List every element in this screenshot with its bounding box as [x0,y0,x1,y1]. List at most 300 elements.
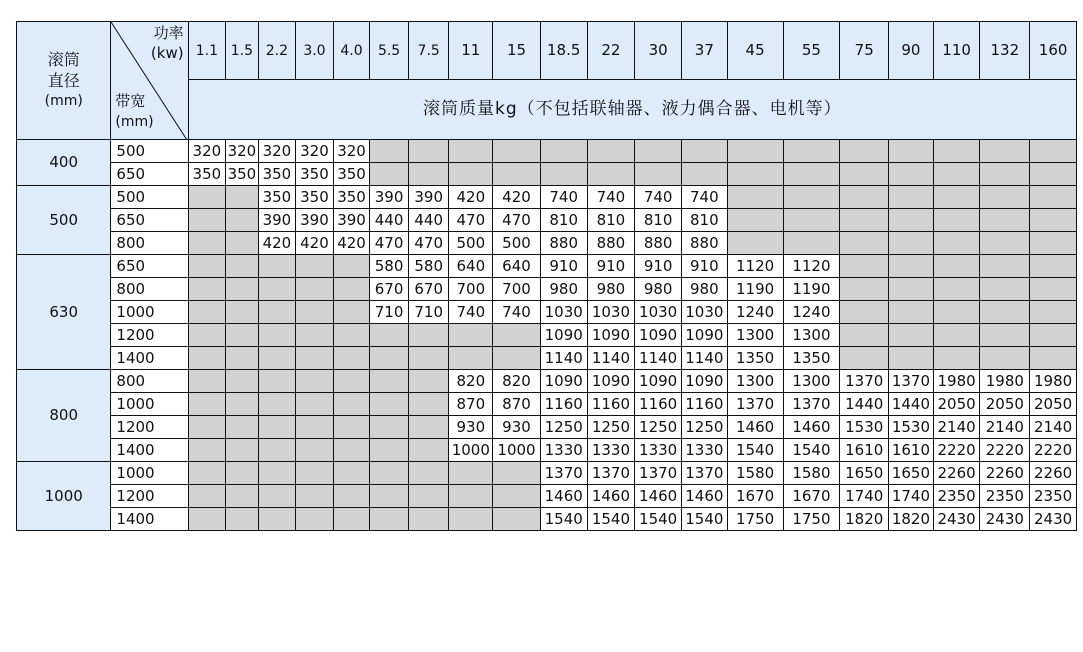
mass-value-cell: 1120 [783,255,840,278]
empty-value-cell [1030,232,1077,255]
header-row-powers [17,22,1077,80]
mass-value-cell: 980 [540,278,587,301]
empty-value-cell [226,508,258,531]
mass-value-cell: 1980 [1030,370,1077,393]
belt-width-cell: 1000 [111,393,188,416]
power-header-cell: 90 [889,22,934,80]
empty-value-cell [333,324,370,347]
mass-value-cell: 810 [587,209,635,232]
mass-value-cell: 1250 [540,416,587,439]
empty-value-cell [333,370,370,393]
empty-value-cell [840,278,889,301]
empty-value-cell [933,324,980,347]
empty-value-cell [188,508,226,531]
mass-value-cell: 870 [493,393,541,416]
mass-value-cell: 1750 [727,508,783,531]
mass-value-cell: 2260 [1030,462,1077,485]
mass-value-cell: 2430 [980,508,1030,531]
empty-value-cell [449,324,493,347]
belt-width-cell: 800 [111,278,188,301]
mass-value-cell: 1530 [840,416,889,439]
mass-value-cell: 1000 [493,439,541,462]
mass-value-cell: 1580 [783,462,840,485]
mass-value-cell: 1980 [933,370,980,393]
table-row [17,462,1077,485]
empty-value-cell [408,140,449,163]
empty-value-cell [296,508,334,531]
mass-value-cell: 1140 [540,347,587,370]
mass-value-cell: 500 [493,232,541,255]
belt-width-cell: 800 [111,370,188,393]
mass-value-cell: 440 [370,209,409,232]
mass-value-cell: 820 [449,370,493,393]
empty-value-cell [980,209,1030,232]
table-row [17,186,1077,209]
empty-value-cell [370,347,409,370]
empty-value-cell [296,393,334,416]
mass-value-cell: 1140 [681,347,727,370]
power-header-cell: 1.5 [226,22,258,80]
empty-value-cell [188,324,226,347]
table-row [17,508,1077,531]
mass-value-cell: 1610 [840,439,889,462]
empty-value-cell [840,140,889,163]
mass-value-cell: 1330 [587,439,635,462]
empty-value-cell [681,163,727,186]
empty-value-cell [635,140,682,163]
mass-value-cell: 670 [370,278,409,301]
empty-value-cell [980,347,1030,370]
empty-value-cell [449,508,493,531]
table-row [17,140,1077,163]
mass-value-cell: 1650 [840,462,889,485]
empty-value-cell [296,370,334,393]
empty-value-cell [258,439,296,462]
mass-value-cell: 2260 [933,462,980,485]
table-row [17,393,1077,416]
empty-value-cell [370,485,409,508]
empty-value-cell [727,232,783,255]
empty-value-cell [933,163,980,186]
belt-label: 带宽 [115,92,146,110]
empty-value-cell [226,301,258,324]
mass-value-cell: 1980 [980,370,1030,393]
empty-value-cell [933,301,980,324]
belt-width-cell: 650 [111,209,188,232]
power-header-cell: 75 [840,22,889,80]
empty-value-cell [333,278,370,301]
belt-width-cell: 1400 [111,508,188,531]
mass-value-cell: 1820 [840,508,889,531]
empty-value-cell [933,232,980,255]
mass-value-cell: 980 [635,278,682,301]
empty-value-cell [370,462,409,485]
mass-value-cell: 910 [587,255,635,278]
mass-value-cell: 740 [681,186,727,209]
mass-value-cell: 810 [540,209,587,232]
empty-value-cell [587,163,635,186]
empty-value-cell [333,439,370,462]
empty-value-cell [296,347,334,370]
mass-value-cell: 420 [296,232,334,255]
empty-value-cell [408,485,449,508]
empty-value-cell [333,485,370,508]
empty-value-cell [258,416,296,439]
empty-value-cell [408,439,449,462]
empty-value-cell [333,393,370,416]
diameter-unit: (mm) [44,93,83,109]
empty-value-cell [980,140,1030,163]
empty-value-cell [1030,301,1077,324]
mass-value-cell: 350 [296,163,334,186]
empty-value-cell [889,186,934,209]
empty-value-cell [840,347,889,370]
mass-value-cell: 880 [587,232,635,255]
mass-value-cell: 1370 [635,462,682,485]
diameter-label-line2: 直径 [47,71,80,90]
mass-value-cell: 320 [258,140,296,163]
empty-value-cell [840,301,889,324]
empty-value-cell [226,462,258,485]
mass-value-cell: 1460 [635,485,682,508]
drum-diameter-cell: 500 [17,186,111,255]
mass-value-cell: 390 [370,186,409,209]
table-row [17,255,1077,278]
mass-value-cell: 1030 [540,301,587,324]
empty-value-cell [587,140,635,163]
empty-value-cell [889,163,934,186]
empty-value-cell [333,416,370,439]
mass-value-cell: 440 [408,209,449,232]
mass-value-cell: 1540 [727,439,783,462]
mass-value-cell: 1460 [587,485,635,508]
power-header-cell: 22 [587,22,635,80]
mass-value-cell: 2350 [933,485,980,508]
belt-width-cell: 650 [111,255,188,278]
belt-width-cell: 1000 [111,301,188,324]
mass-value-cell: 1250 [681,416,727,439]
mass-value-cell: 1370 [727,393,783,416]
table-row [17,347,1077,370]
empty-value-cell [493,163,541,186]
empty-value-cell [1030,347,1077,370]
empty-value-cell [1030,324,1077,347]
mass-value-cell: 1540 [587,508,635,531]
empty-value-cell [226,485,258,508]
power-header-cell: 132 [980,22,1030,80]
empty-value-cell [493,324,541,347]
empty-value-cell [1030,209,1077,232]
belt-width-cell: 1400 [111,347,188,370]
mass-value-cell: 1140 [587,347,635,370]
mass-value-cell: 880 [635,232,682,255]
empty-value-cell [333,508,370,531]
empty-value-cell [408,324,449,347]
mass-value-cell: 420 [493,186,541,209]
mass-value-cell: 1160 [540,393,587,416]
power-header-cell: 15 [493,22,541,80]
belt-width-cell: 800 [111,232,188,255]
mass-value-cell: 1370 [681,462,727,485]
mass-value-cell: 930 [493,416,541,439]
mass-value-cell: 1540 [681,508,727,531]
mass-value-cell: 1300 [727,324,783,347]
mass-value-cell: 350 [333,163,370,186]
table-row [17,439,1077,462]
empty-value-cell [258,508,296,531]
empty-value-cell [540,163,587,186]
mass-value-cell: 390 [408,186,449,209]
empty-value-cell [493,140,541,163]
mass-value-cell: 1000 [449,439,493,462]
mass-value-cell: 740 [635,186,682,209]
empty-value-cell [889,301,934,324]
mass-value-cell: 2220 [1030,439,1077,462]
empty-value-cell [296,462,334,485]
mass-value-cell: 1090 [635,370,682,393]
mass-value-cell: 2430 [1030,508,1077,531]
empty-value-cell [333,347,370,370]
empty-value-cell [188,370,226,393]
empty-value-cell [493,508,541,531]
mass-value-cell: 1090 [635,324,682,347]
empty-value-cell [783,232,840,255]
mass-value-cell: 1160 [681,393,727,416]
mass-value-cell: 980 [681,278,727,301]
mass-value-cell: 1740 [889,485,934,508]
corner-diagonal-header [111,22,188,140]
mass-value-cell: 500 [449,232,493,255]
mass-value-cell: 1120 [727,255,783,278]
empty-value-cell [727,186,783,209]
power-header-cell: 110 [933,22,980,80]
mass-value-cell: 1460 [727,416,783,439]
belt-width-cell: 1000 [111,462,188,485]
table-row [17,416,1077,439]
empty-value-cell [258,462,296,485]
mass-value-cell: 1330 [540,439,587,462]
mass-value-cell: 1030 [587,301,635,324]
empty-value-cell [840,209,889,232]
mass-value-cell: 1240 [727,301,783,324]
mass-value-cell: 350 [226,163,258,186]
power-header-cell: 2.2 [258,22,296,80]
empty-value-cell [370,393,409,416]
empty-value-cell [980,255,1030,278]
mass-value-cell: 1090 [587,324,635,347]
empty-value-cell [889,255,934,278]
empty-value-cell [258,255,296,278]
empty-value-cell [226,232,258,255]
mass-value-cell: 1300 [727,370,783,393]
empty-value-cell [188,462,226,485]
empty-value-cell [493,347,541,370]
mass-value-cell: 1090 [587,370,635,393]
empty-value-cell [226,439,258,462]
mass-value-cell: 1300 [783,370,840,393]
empty-value-cell [408,462,449,485]
mass-value-cell: 2220 [933,439,980,462]
mass-value-cell: 640 [449,255,493,278]
mass-value-cell: 2430 [933,508,980,531]
power-header-cell: 45 [727,22,783,80]
mass-value-cell: 1350 [783,347,840,370]
power-unit: (kw) [150,44,184,62]
empty-value-cell [188,278,226,301]
empty-value-cell [980,278,1030,301]
empty-value-cell [188,347,226,370]
table-row [17,232,1077,255]
empty-value-cell [933,209,980,232]
table-row [17,370,1077,393]
belt-width-cell: 1200 [111,416,188,439]
empty-value-cell [980,324,1030,347]
mass-note: 滚筒质量kg（不包括联轴器、液力偶合器、电机等） [188,80,1076,140]
empty-value-cell [226,255,258,278]
mass-value-cell: 1370 [889,370,934,393]
mass-value-cell: 320 [188,140,226,163]
mass-value-cell: 1580 [727,462,783,485]
mass-value-cell: 1440 [840,393,889,416]
empty-value-cell [783,140,840,163]
power-header-cell: 1.1 [188,22,226,80]
mass-value-cell: 420 [449,186,493,209]
empty-value-cell [188,416,226,439]
empty-value-cell [258,347,296,370]
empty-value-cell [226,393,258,416]
mass-value-cell: 390 [333,209,370,232]
empty-value-cell [226,324,258,347]
belt-width-cell: 1200 [111,485,188,508]
empty-value-cell [783,209,840,232]
empty-value-cell [188,255,226,278]
power-header-cell: 11 [449,22,493,80]
mass-value-cell: 470 [370,232,409,255]
belt-width-cell: 1200 [111,324,188,347]
empty-value-cell [333,462,370,485]
empty-value-cell [933,186,980,209]
empty-value-cell [188,301,226,324]
mass-value-cell: 640 [493,255,541,278]
mass-value-cell: 1370 [840,370,889,393]
mass-value-cell: 350 [296,186,334,209]
mass-value-cell: 1030 [681,301,727,324]
mass-value-cell: 820 [493,370,541,393]
empty-value-cell [727,140,783,163]
mass-value-cell: 1030 [635,301,682,324]
mass-value-cell: 810 [681,209,727,232]
empty-value-cell [840,232,889,255]
empty-value-cell [933,140,980,163]
empty-value-cell [493,485,541,508]
mass-value-cell: 470 [449,209,493,232]
empty-value-cell [370,416,409,439]
empty-value-cell [449,163,493,186]
empty-value-cell [727,163,783,186]
empty-value-cell [889,209,934,232]
mass-value-cell: 2140 [1030,416,1077,439]
mass-value-cell: 1750 [783,508,840,531]
empty-value-cell [980,301,1030,324]
empty-value-cell [783,186,840,209]
table-row [17,163,1077,186]
mass-value-cell: 1090 [681,370,727,393]
empty-value-cell [408,370,449,393]
mass-value-cell: 420 [333,232,370,255]
mass-value-cell: 1190 [783,278,840,301]
mass-value-cell: 2050 [1030,393,1077,416]
mass-value-cell: 320 [333,140,370,163]
empty-value-cell [188,393,226,416]
mass-value-cell: 580 [370,255,409,278]
drum-diameter-cell: 1000 [17,462,111,531]
empty-value-cell [258,485,296,508]
empty-value-cell [226,209,258,232]
empty-value-cell [188,232,226,255]
mass-value-cell: 1540 [540,508,587,531]
empty-value-cell [449,485,493,508]
empty-value-cell [296,278,334,301]
mass-value-cell: 350 [188,163,226,186]
empty-value-cell [449,140,493,163]
empty-value-cell [889,278,934,301]
mass-value-cell: 1160 [587,393,635,416]
table-row [17,324,1077,347]
mass-value-cell: 350 [258,186,296,209]
mass-value-cell: 350 [333,186,370,209]
mass-value-cell: 1460 [681,485,727,508]
empty-value-cell [296,485,334,508]
empty-value-cell [540,140,587,163]
mass-value-cell: 1610 [889,439,934,462]
empty-value-cell [258,278,296,301]
power-header-cell: 37 [681,22,727,80]
mass-value-cell: 420 [258,232,296,255]
power-label: 功率 [153,24,184,42]
empty-value-cell [408,508,449,531]
empty-value-cell [370,163,409,186]
empty-value-cell [370,140,409,163]
mass-value-cell: 2140 [933,416,980,439]
mass-value-cell: 1090 [540,324,587,347]
mass-value-cell: 1140 [635,347,682,370]
empty-value-cell [408,163,449,186]
mass-value-cell: 1250 [587,416,635,439]
mass-value-cell: 1650 [889,462,934,485]
mass-value-cell: 1670 [727,485,783,508]
mass-value-cell: 1530 [889,416,934,439]
empty-value-cell [933,255,980,278]
mass-value-cell: 930 [449,416,493,439]
empty-value-cell [296,324,334,347]
mass-value-cell: 980 [587,278,635,301]
mass-value-cell: 2350 [980,485,1030,508]
empty-value-cell [333,301,370,324]
mass-value-cell: 2260 [980,462,1030,485]
belt-width-cell: 1400 [111,439,188,462]
empty-value-cell [889,140,934,163]
mass-value-cell: 1240 [783,301,840,324]
mass-value-cell: 2140 [980,416,1030,439]
power-header-cell: 7.5 [408,22,449,80]
table-row [17,301,1077,324]
mass-value-cell: 1820 [889,508,934,531]
empty-value-cell [226,370,258,393]
empty-value-cell [188,209,226,232]
mass-value-cell: 810 [635,209,682,232]
mass-value-cell: 1330 [635,439,682,462]
mass-value-cell: 910 [540,255,587,278]
